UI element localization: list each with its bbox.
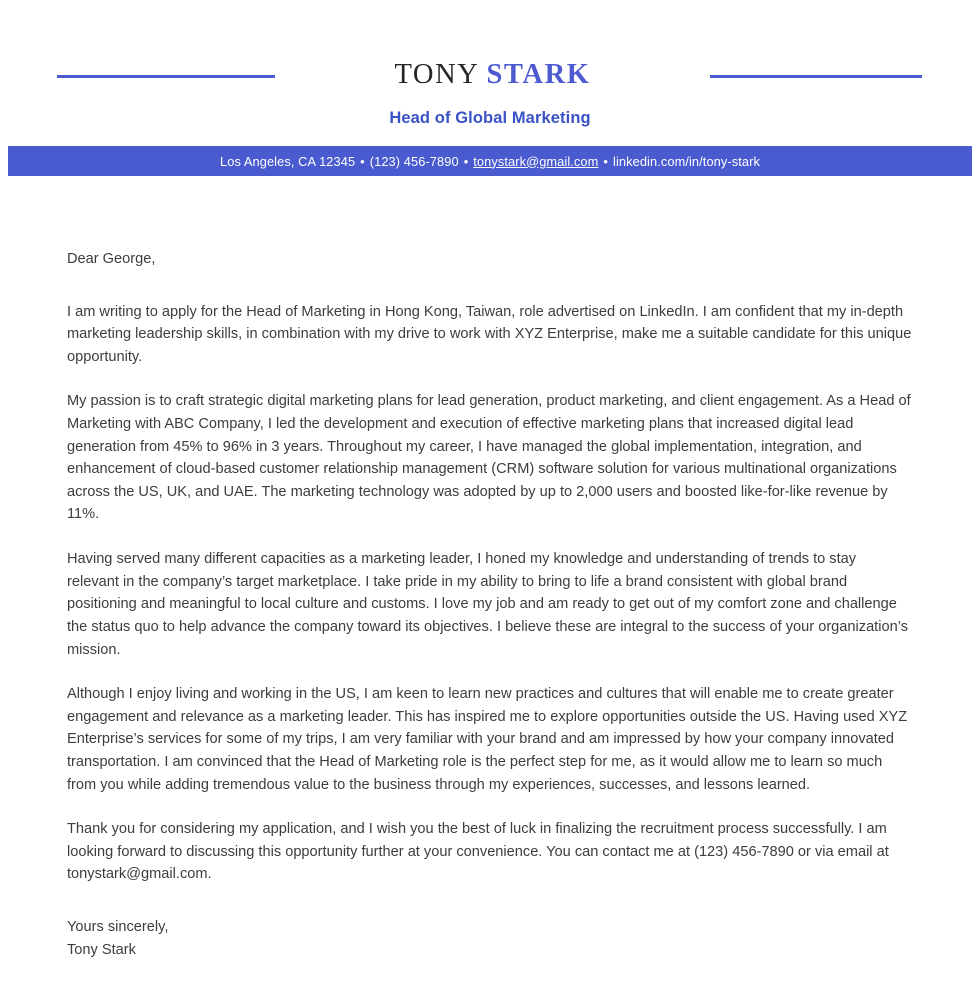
salutation: Dear George, bbox=[67, 251, 156, 267]
letter-body bbox=[0, 176, 980, 961]
contact-separator-2: • bbox=[463, 153, 469, 169]
signoff-block bbox=[67, 916, 912, 961]
closing-text: Yours sincerely, bbox=[67, 919, 169, 936]
letter-paragraph: Having served many different capacities as a marketing leader, I honed my knowledge and understanding of trends to stay relevant in the company’s target marketplace. I take pride in my ability to bring to life a brand consistent with global brand positioning and meaningful to local culture and customs. I love my job and am ready to get out of my comfort zone and challenge the status quo to help advance the company toward its objectives. I believe these are integral to the success of your organization’s mission. bbox=[67, 551, 908, 658]
contact-phone: (123) 456-7890 bbox=[369, 153, 459, 169]
contact-location: Los Angeles, CA 12345 bbox=[220, 153, 356, 169]
decorative-rule-left bbox=[57, 75, 275, 78]
letter-paragraph: I am writing to apply for the Head of Marketing in Hong Kong, Taiwan, role advertised on LinkedIn. I am confident that my in-depth marketing leadership skills, in combination with my drive to work with XYZ Enterprise, make me a suitable candidate for this unique opportunity. bbox=[67, 303, 912, 365]
contact-separator-3: • bbox=[603, 153, 608, 169]
first-name: TONY bbox=[394, 58, 480, 90]
name-row bbox=[0, 56, 980, 96]
page-title bbox=[275, 58, 710, 90]
last-name: STARK bbox=[486, 58, 591, 90]
decorative-rule-right bbox=[710, 75, 922, 78]
contact-separator-1: • bbox=[360, 153, 365, 169]
job-title: Head of Global Marketing bbox=[389, 109, 591, 127]
contact-linkedin: linkedin.com/in/tony-stark bbox=[613, 153, 760, 169]
letter-paragraph: Thank you for considering my application, and I wish you the best of luck in finalizing the recruitment process successfully. I am looking forward to discussing this opportunity further at your convenience. You can contact me at (123) 456-7890 or via email at tonystark@gmail.com. bbox=[67, 821, 889, 883]
letter-paragraph: My passion is to craft strategic digital marketing plans for lead generation, product marketing, and client engagement. As a Head of Marketing with ABC Company, I led the development and execution of effective marketing plans that increased digital lead generation from 45% to 96% in 3 years. Throughout my career, I have managed the global implementation, integration, and enhancement of cloud-based customer relationship management (CRM) software solution for various multinational organizations across the US, UK, and UAE. The marketing technology was adopted by up to 2,000 users and boosted like-for-like revenue by 11%. bbox=[67, 393, 911, 523]
letterhead bbox=[0, 0, 980, 176]
letter-paragraph: Although I enjoy living and working in the US, I am keen to learn new practices and cultures that will enable me to create greater engagement and relevance as a marketing leader. This has inspired me to explore opportunities outside the US. Having used XYZ Enterprise’s services for some of my trips, I am very familiar with your brand and am impressed by how your company innovated transportation. I am convinced that the Head of Marketing role is the perfect step for me, as it would allow me to learn so much from you while adding tremendous value to the business through my experiences, successes, and lessons learned. bbox=[67, 686, 908, 793]
contact-email-link[interactable]: tonystark@gmail.com bbox=[473, 153, 599, 169]
contact-bar bbox=[8, 146, 972, 176]
signature-name: Tony Stark bbox=[67, 941, 136, 958]
